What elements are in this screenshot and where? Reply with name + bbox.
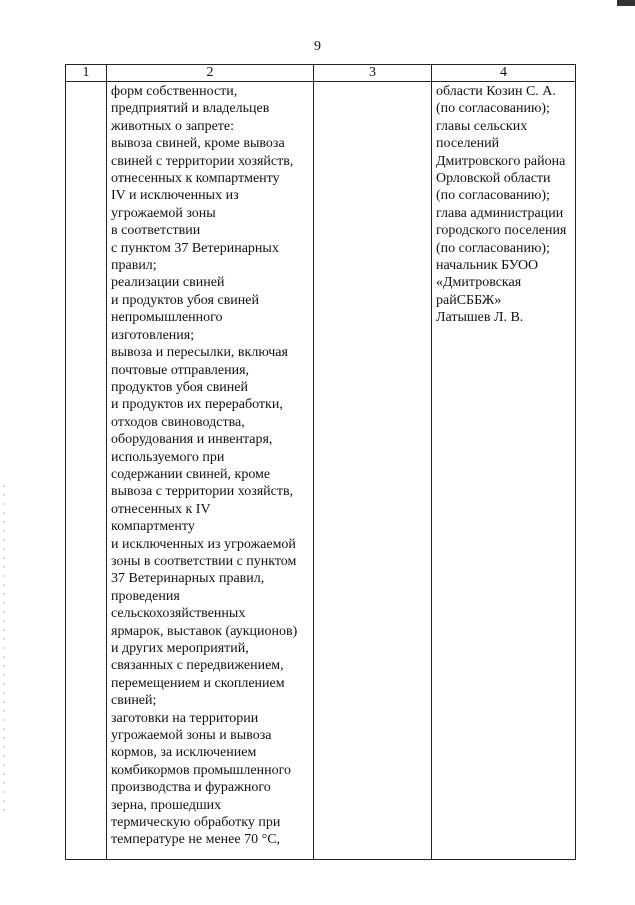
text-line: реализации свиней [111, 275, 225, 291]
text-line: температуре не менее 70 °С, [111, 832, 281, 848]
text-line: отходов свиноводства, [111, 414, 245, 430]
text-line: и исключенных из угрожаемой [111, 536, 296, 552]
column-header-4: 4 [432, 65, 576, 82]
column-header-1: 1 [66, 65, 107, 82]
document-table [65, 64, 576, 860]
cell-col-2 [107, 82, 314, 860]
text-line: (по согласованию); [436, 240, 550, 256]
text-line: 37 Ветеринарных правил, [111, 571, 265, 587]
measures-text [107, 82, 313, 849]
text-line: комбикормов промышленного [111, 762, 291, 778]
text-line: Латышев Л. В. [436, 310, 524, 326]
text-line: форм собственности, [111, 84, 238, 99]
text-line: зоны в соответствии с пунктом [111, 553, 297, 569]
text-line: компартменту [111, 519, 195, 535]
responsible-text [432, 82, 575, 327]
text-line: отнесенных к компартменту [111, 171, 280, 187]
text-line: «Дмитровская [436, 275, 522, 291]
text-line: IV и исключенных из [111, 188, 239, 204]
text-line: и других мероприятий, [111, 641, 249, 656]
scan-margin-marks [3, 485, 5, 815]
text-line: отнесенных к IV [111, 501, 211, 517]
text-line: Дмитровского района [436, 153, 566, 169]
text-line: зерна, прошедших [111, 797, 222, 813]
table-row [66, 82, 576, 860]
text-line: области Козин С. А. [436, 84, 556, 99]
text-line: животных о запрете: [111, 118, 234, 134]
text-line: в соответствии [111, 223, 201, 239]
text-line: производства и фуражного [111, 780, 271, 796]
text-line: свиней с территории хозяйств, [111, 153, 294, 169]
text-line: вывоза и пересылки, включая [111, 345, 288, 361]
text-line: райСББЖ» [436, 292, 502, 308]
text-line: (по согласованию); [436, 101, 550, 117]
text-line: почтовые отправления, [111, 362, 250, 378]
text-line: используемого при [111, 449, 225, 465]
text-line: глава администрации [436, 205, 564, 221]
text-line: (по согласованию); [436, 188, 550, 204]
text-line: главы сельских [436, 118, 528, 134]
text-line: угрожаемой зоны и вывоза [111, 728, 272, 744]
text-line: продуктов убоя свиней [111, 379, 248, 395]
text-line: предприятий и владельцев [111, 101, 270, 117]
text-line: проведения [111, 588, 180, 604]
text-line: оборудования и инвентаря, [111, 432, 273, 448]
text-line: заготовки на территории [111, 710, 259, 726]
text-line: и продуктов их переработки, [111, 397, 283, 413]
text-line: городского поселения [436, 223, 567, 239]
text-line: свиней; [111, 693, 157, 709]
text-line: перемещением и скоплением [111, 675, 285, 691]
cell-col-3 [314, 82, 432, 860]
text-line: кормов, за исключением [111, 745, 257, 761]
text-line: угрожаемой зоны [111, 205, 216, 221]
text-line: ярмарок, выставок (аукционов) [111, 623, 298, 639]
text-line: вывоза с территории хозяйств, [111, 484, 294, 500]
text-line: сельскохозяйственных [111, 606, 246, 622]
text-line: непромышленного [111, 310, 223, 326]
text-line: связанных с передвижением, [111, 658, 284, 674]
text-line: и продуктов убоя свиней [111, 292, 259, 308]
cell-col-4 [432, 82, 576, 860]
text-line: термическую обработку при [111, 815, 281, 831]
cell-col-1 [66, 82, 107, 860]
text-line: с пунктом 37 Ветеринарных [111, 240, 279, 256]
deadline-text [314, 82, 431, 83]
table-header-row [66, 65, 576, 82]
scan-corner-mark [617, 0, 635, 6]
text-line: Орловской области [436, 171, 551, 187]
text-line: правил; [111, 258, 157, 274]
page-number: 9 [314, 39, 321, 54]
column-header-3: 3 [314, 65, 432, 82]
text-line: начальник БУОО [436, 258, 539, 274]
text-line: содержании свиней, кроме [111, 466, 271, 482]
column-header-2: 2 [107, 65, 314, 82]
text-line: поселений [436, 136, 500, 152]
text-line: изготовления; [111, 327, 195, 343]
text-line: вывоза свиней, кроме вывоза [111, 136, 285, 152]
